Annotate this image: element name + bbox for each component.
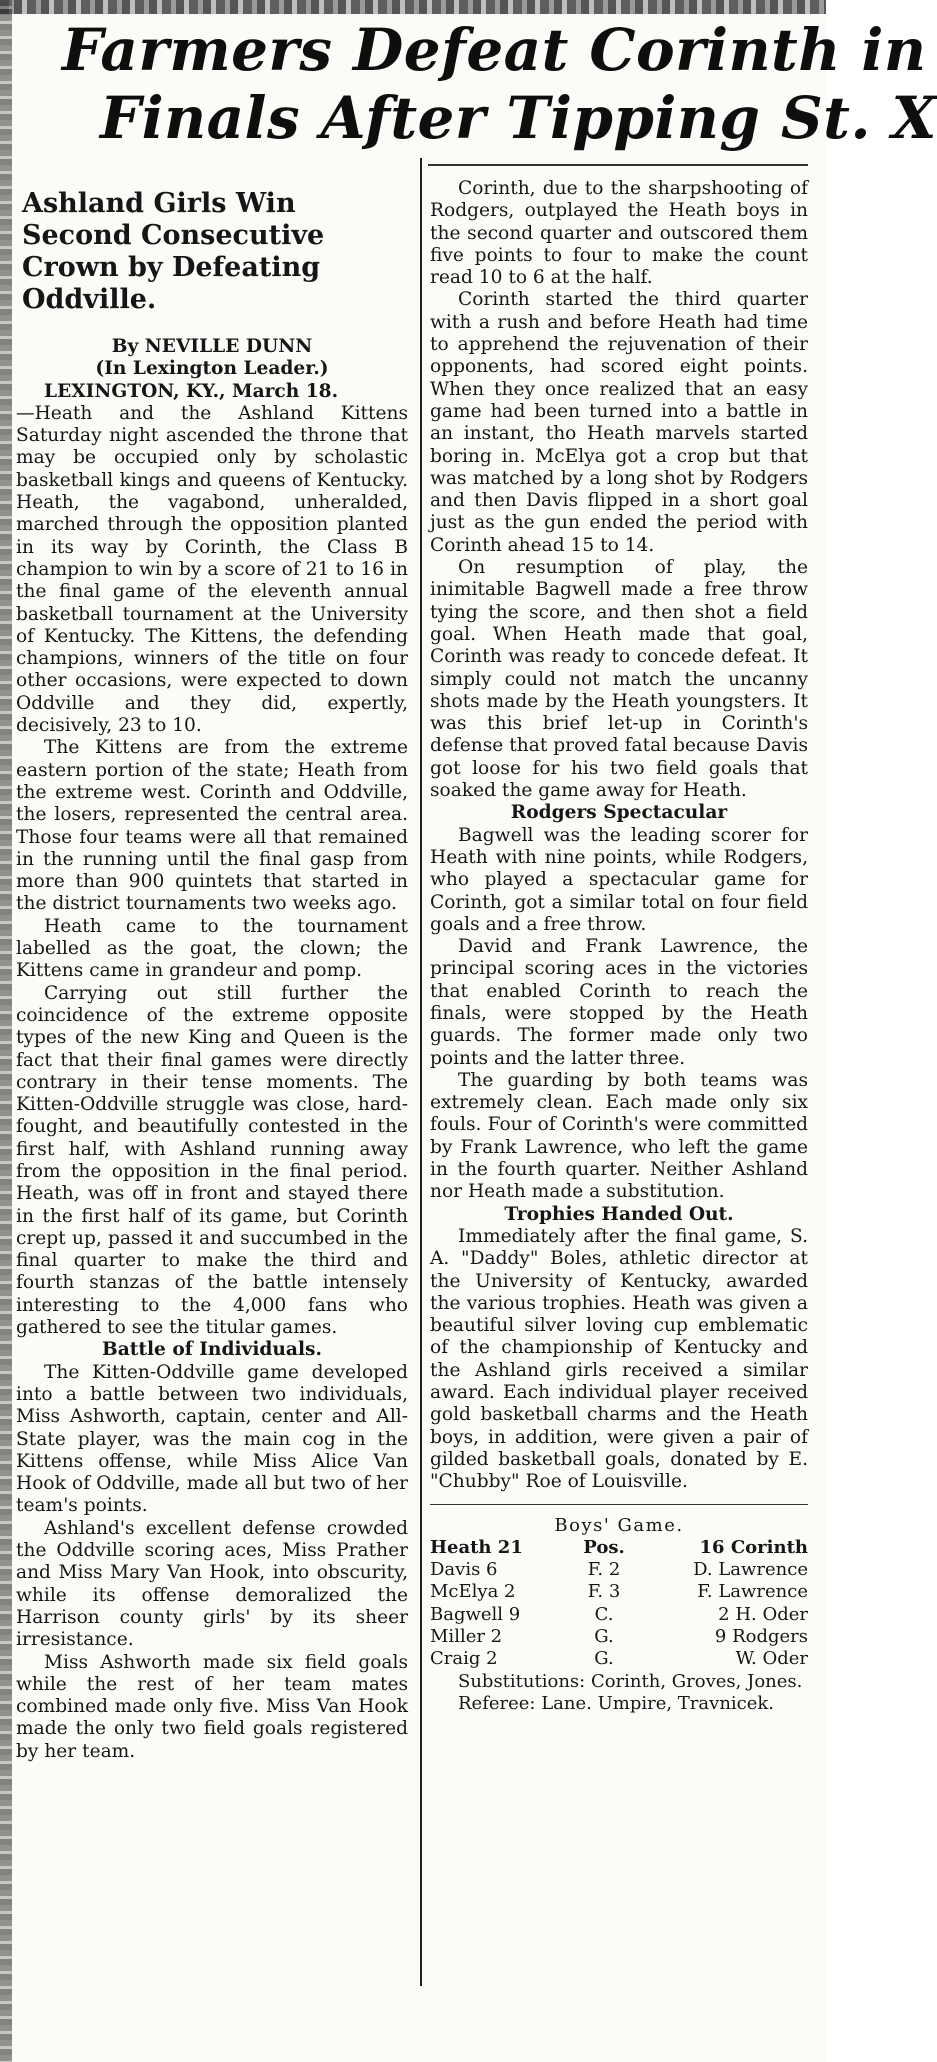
torn-masthead-edge — [0, 0, 826, 14]
box-score-row — [430, 1648, 808, 1670]
box-score-row — [430, 1626, 808, 1648]
paragraph: Corinth started the third quarter with a rush and before Heath had time to apprehend the rejuvenation of their opponents, had scored eight points. When they once realized that an easy game had been turned into a battle in an instant, tho Heath marvels started boring in. McElya got a crop but that was matched by a long shot by Rodgers and then Davis flipped in a short goal just as the gun ended the period with Corinth ahead 15 to 14. — [430, 289, 808, 556]
box-score — [430, 1504, 808, 1716]
paragraph: Carrying out still further the coincidence of the extreme opposite types of the new King and Queen is the fact that their final games were directly contrary in their tense moments. The Kitten-Oddville struggle was close, hard-fought, and beautifully contested in the first half, with Ashland running away from the opposition in the final period. Heath, was off in front and stayed there in the first half of its game, but Corinth crept up, passed it and succumbed in the final quarter to make the third and fourth stanzas of the battle intensely interesting to the 4,000 fans who gathered to see the titular games. — [16, 982, 408, 1339]
left-player: Miller 2 — [430, 1626, 503, 1647]
paragraph: Miss Ashworth made six field goals while the rest of her team mates combined made only five. Miss Van Hook made the only two field goals registered by her team. — [16, 1651, 408, 1762]
left-player: Bagwell 9 — [430, 1603, 521, 1625]
team-right: 16 Corinth — [699, 1536, 808, 1558]
left-player: Craig 2 — [430, 1648, 498, 1670]
position: C. — [594, 1603, 614, 1625]
right-player: W. Oder — [735, 1648, 808, 1670]
position: F. 2 — [587, 1559, 621, 1581]
box-score-header — [430, 1537, 808, 1559]
substitutions: Substitutions: Corinth, Groves, Jones. — [458, 1670, 803, 1692]
left-player: McElya 2 — [430, 1581, 516, 1603]
story-subhead: Ashland Girls Win Second Consecutive Crown by Defeating Oddville. — [22, 188, 325, 315]
headline-line-1: Farmers Defeat Corinth in — [62, 16, 927, 84]
position: F. 3 — [587, 1581, 621, 1603]
left-column — [16, 178, 408, 1763]
position: G. — [594, 1648, 614, 1670]
box-score-row — [430, 1604, 808, 1626]
paragraph: —Heath and the Ashland Kittens Saturday night ascended the throne that may be occupied only by scholastic basketball kings and queens of Kentucky. Heath, the vagabond, unheralded, marched through the opposition planted in its way by Corinth, the Class B champion to win by a score of 21 to 16 in the final game of the eleventh annual basketball tournament at the University of Kentucky. The Kittens, the defending champions, winners of the title on four other occasions, were expected to down Oddville and they did, expertly, decisively, 23 to 10. — [16, 402, 408, 737]
right-player: 9 Rodgers — [714, 1626, 808, 1647]
paragraph: The guarding by both teams was extremely clean. Each made only six fouls. Four of Corinth's were committed by Frank Lawrence, who left the game in the fourth quarter. Neither Ashland nor Heath made a substitution. — [430, 1069, 808, 1203]
paragraph: Bagwell was the leading scorer for Heath with nine points, while Rodgers, who played a spectacular game for Corinth, got a similar total on four field goals and a free throw. — [430, 824, 808, 935]
right-player: F. Lawrence — [697, 1581, 808, 1603]
box-score-title: Boys' Game. — [554, 1514, 684, 1536]
paragraph: The Kitten-Oddville game developed into a battle between two individuals, Miss Ashworth, captain, center and All-State player, was the main cog in the Kittens offense, while Miss Alice Van Hook of Oddville, made all but two of her team's points. — [16, 1361, 408, 1517]
paragraph: On resumption of play, the inimitable Bagwell made a free throw tying the score, and then shot a field goal. When Heath made that goal, Corinth was ready to concede defeat. It simply could not match the uncanny shots made by the Heath youngsters. It was this brief let-up in Corinth's defense that proved fatal because Davis got loose for his two field goals that soaked the game away for Heath. — [430, 557, 808, 802]
dateline: LEXINGTON, KY., March 18. — [44, 380, 339, 402]
byline-source: (In Lexington Leader.) — [95, 358, 329, 380]
scanned-left-edge — [0, 0, 12, 2062]
byline: By NEVILLE DUNN — [111, 336, 313, 357]
paragraph: The Kittens are from the extreme eastern portion of the state; Heath from the extreme west. Corinth and Oddville, the losers, represented the central area. Those four teams were all that remained in the running until the final gasp from more than 900 quintets that started in the district tournaments two weeks ago. — [16, 737, 408, 915]
team-left: Heath 21 — [430, 1536, 523, 1558]
headline-line-2: Finals After Tipping St. X — [100, 84, 937, 152]
right-column — [430, 178, 808, 1715]
right-player: D. Lawrence — [693, 1559, 808, 1581]
officials: Referee: Lane. Umpire, Travnicek. — [458, 1692, 775, 1714]
right-player: 2 H. Oder — [718, 1603, 808, 1625]
paragraph: Heath came to the tournament labelled as the goat, the clown; the Kittens came in grandeur and pomp. — [16, 915, 408, 982]
column-divider — [420, 158, 422, 1986]
position-header: Pos. — [583, 1536, 625, 1558]
box-score-row — [430, 1559, 808, 1581]
section-heading: Battle of Individuals. — [102, 1339, 322, 1361]
paragraph: Immediately after the final game, S. A. "Daddy" Boles, athletic director at the University of Kentucky, awarded the various trophies. Heath was given a beautiful silver loving cup emblematic of the championship of Kentucky and the Ashland girls received a similar award. Each individual player received gold basketball charms and the Heath boys, in addition, were given a pair of gilded basketball goals, donated by E. "Chubby" Roe of Louisville. — [430, 1225, 808, 1493]
paragraph: David and Frank Lawrence, the principal scoring aces in the victories that enabled Corinth to reach the finals, were stopped by the Heath guards. The former made only two points and the latter three. — [430, 936, 808, 1069]
section-heading: Trophies Handed Out. — [504, 1203, 734, 1225]
left-player: Davis 6 — [430, 1559, 498, 1581]
section-heading: Rodgers Spectacular — [510, 802, 728, 824]
box-score-row — [430, 1581, 808, 1603]
headline-rule — [428, 164, 808, 166]
paragraph: Ashland's excellent defense crowded the Oddville scoring aces, Miss Prather and Miss Mary Van Hook, into obscurity, while its offense demoralized the Harrison county girls' by its sheer irresistance. — [16, 1517, 408, 1651]
paragraph: Corinth, due to the sharpshooting of Rodgers, outplayed the Heath boys in the second quarter and outscored them five points to four to make the count read 10 to 6 at the half. — [430, 178, 808, 289]
position: G. — [594, 1626, 614, 1647]
